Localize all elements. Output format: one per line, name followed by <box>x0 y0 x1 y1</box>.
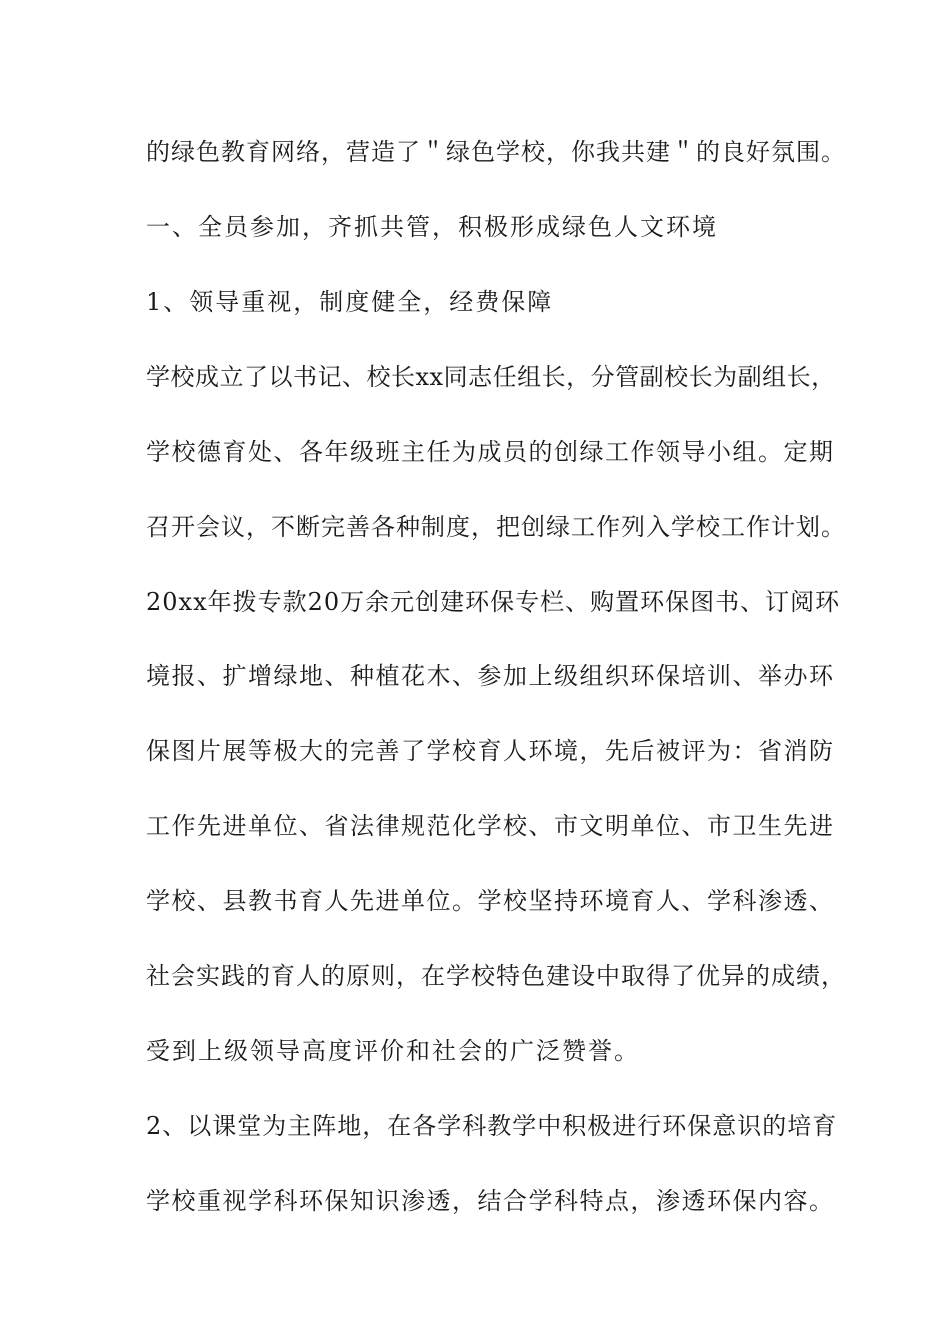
text-line: 受到上级领导高度评价和社会的广泛赞誉。 <box>146 1037 640 1065</box>
section-heading-1: 一、全员参加，齐抓共管，积极形成绿色人文环境 <box>146 213 718 241</box>
text-line: 20xx年拨专款20万余元创建环保专栏、购置环保图书、订阅环 <box>146 588 841 616</box>
text-line: 境报、扩增绿地、种植花木、参加上级组织环保培训、举办环 <box>146 662 835 690</box>
text-line: 学校德育处、各年级班主任为成员的创绿工作领导小组。定期 <box>146 438 835 466</box>
subsection-heading-1: 1、领导重视，制度健全，经费保障 <box>146 288 554 316</box>
text-line: 学校重视学科环保知识渗透，结合学科特点，渗透环保内容。 <box>146 1187 835 1215</box>
text-line: 召开会议，不断完善各种制度，把创绿工作列入学校工作计划。 <box>146 513 846 541</box>
text-line-continuation: 的绿色教育网络，营造了＂绿色学校，你我共建＂的良好氛围。 <box>146 138 846 166</box>
text-line: 社会实践的育人的原则，在学校特色建设中取得了优异的成绩， <box>146 962 846 990</box>
text-line: 学校成立了以书记、校长xx同志任组长，分管副校长为副组长， <box>146 363 836 391</box>
text-line: 保图片展等极大的完善了学校育人环境，先后被评为：省消防 <box>146 737 835 765</box>
subsection-heading-2: 2、以课堂为主阵地，在各学科教学中积极进行环保意识的培育 <box>146 1112 838 1140</box>
text-line: 工作先进单位、省法律规范化学校、市文明单位、市卫生先进 <box>146 812 835 840</box>
text-line: 学校、县教书育人先进单位。学校坚持环境育人、学科渗透、 <box>146 887 835 915</box>
